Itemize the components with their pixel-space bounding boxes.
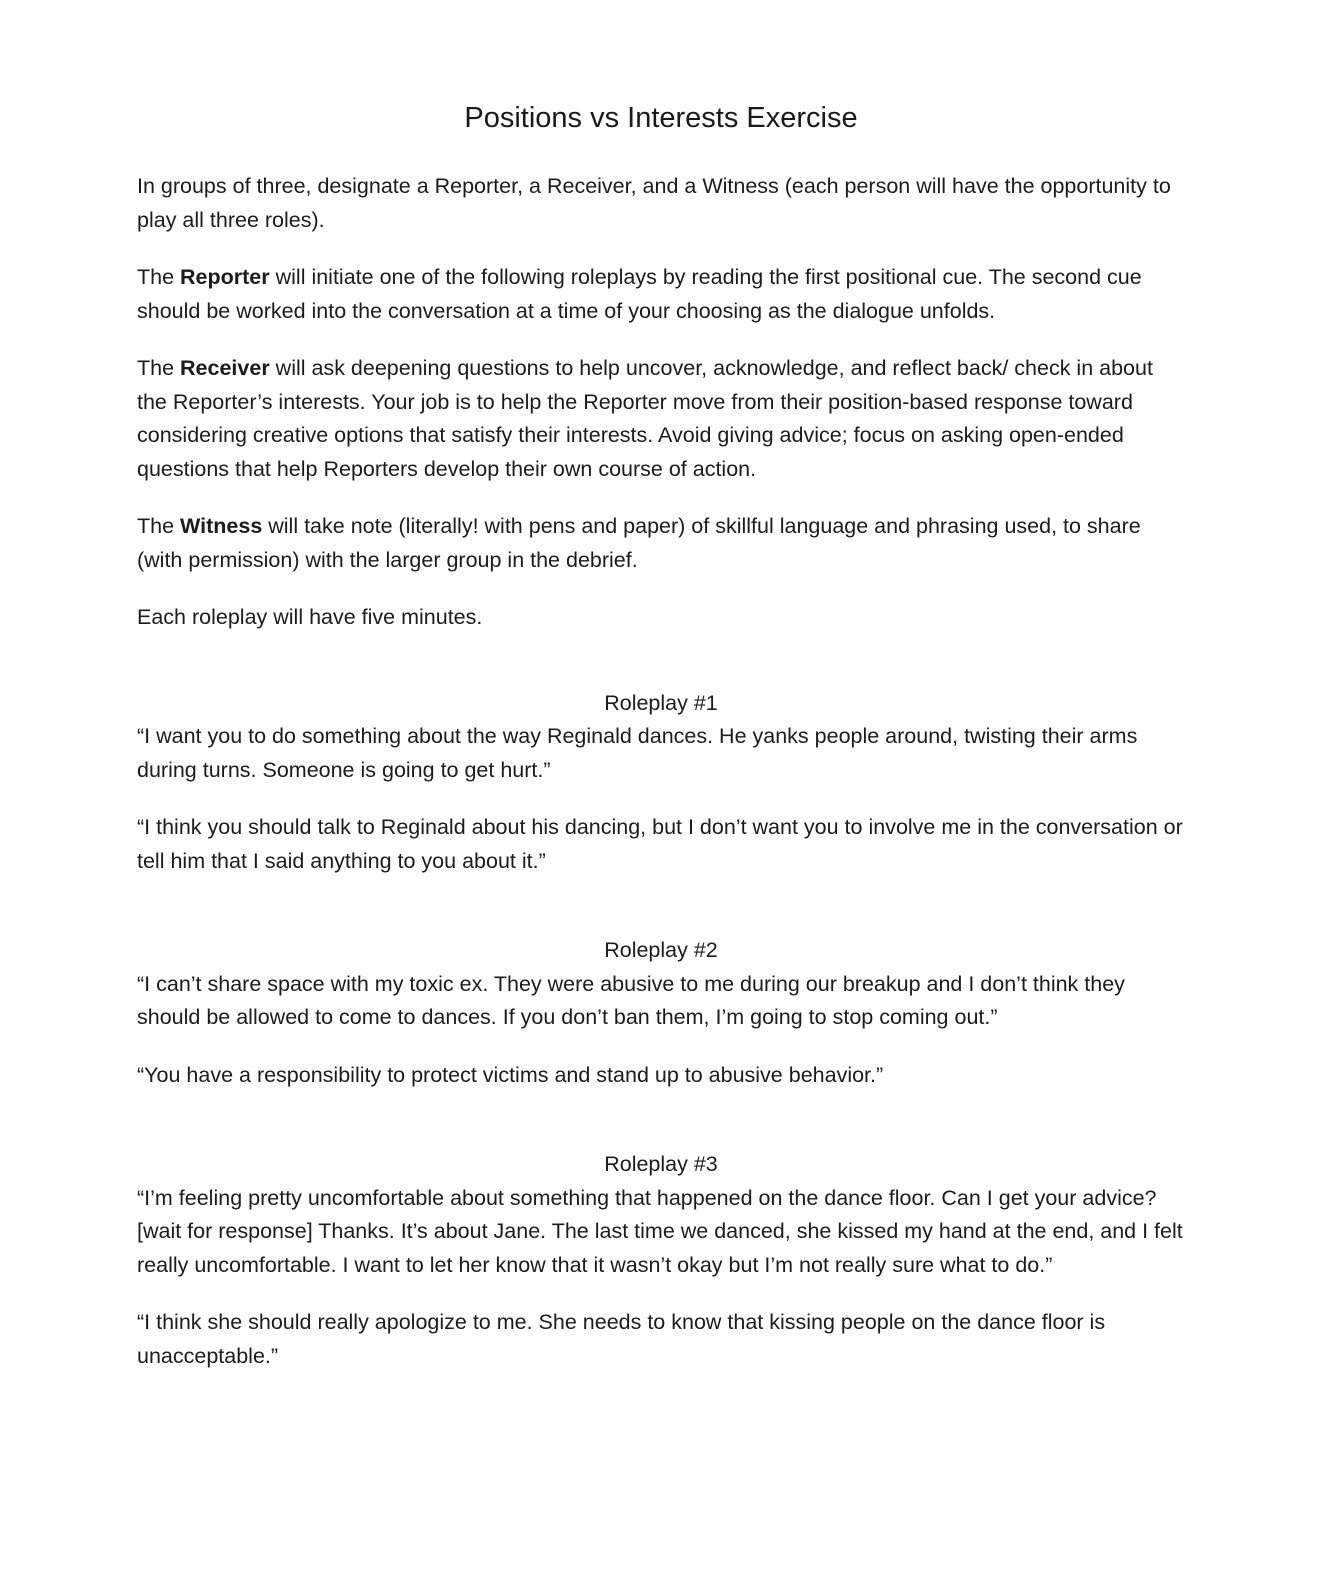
page-title: Positions vs Interests Exercise (464, 102, 858, 134)
receiver-text: will ask deepening questions to help uncover, acknowledge, and reflect back/ check in about the Reporter’s interests. Your job is to help the Reporter move from their position-based response toward considering creative options that satisfy their interests. Avoid giving advice; focus on asking open-ended questions that help Reporters develop their own course of action. (137, 356, 1153, 481)
roleplay-heading: Roleplay #1 (604, 690, 718, 715)
reporter-lead: The (137, 265, 181, 289)
reporter-text: will initiate one of the following roleplays by reading the first positional cue. The second cue should be worked into the conversation at a time of your choosing as the dialogue unfolds. (137, 265, 1142, 323)
roleplay-cue-2: “I think you should talk to Reginald about his dancing, but I don’t want you to involve me in the conversation or tell him that I said anything to you about it.” (137, 815, 1183, 873)
roleplay-cue-1: “I want you to do something about the way Reginald dances. He yanks people around, twisting their arms during turns. Someone is going to get hurt.” (137, 724, 1138, 782)
reporter-paragraph (137, 261, 1185, 328)
intro-paragraph: In groups of three, designate a Reporter, a Receiver, and a Witness (each person will have the opportunity to play all three roles). (137, 174, 1171, 232)
roleplay-1 (137, 687, 1185, 879)
document-page (137, 96, 1185, 1397)
roleplay-3 (137, 1148, 1185, 1373)
witness-paragraph (137, 510, 1185, 577)
roleplay-2 (137, 934, 1185, 1092)
roleplay-cue-2: “I think she should really apologize to me. She needs to know that kissing people on the dance floor is unacceptable.” (137, 1310, 1106, 1368)
roleplay-heading: Roleplay #2 (604, 938, 718, 962)
receiver-paragraph (137, 352, 1185, 486)
receiver-lead: The (137, 356, 181, 380)
roleplay-cue-2: “You have a responsibility to protect victims and stand up to abusive behavior.” (137, 1062, 884, 1087)
receiver-role: Receiver (180, 356, 270, 380)
witness-text: will take note (literally! with pens and paper) of skillful language and phrasing used, to share (with permission) with the larger group in the debrief. (137, 514, 1141, 572)
roleplay-cue-1: “I’m feeling pretty uncomfortable about something that happened on the dance floor. Can I get your advice? [wait for response] Thanks. It’s about Jane. The last time we danced, she kissed my hand at the end, and I felt really uncomfortable. I want to let her know that it wasn’t okay but I’m not really sure what to do.” (137, 1185, 1183, 1277)
witness-role: Witness (180, 514, 263, 538)
timing-paragraph: Each roleplay will have five minutes. (137, 605, 483, 629)
reporter-role: Reporter (180, 265, 270, 289)
roleplay-heading: Roleplay #3 (604, 1152, 718, 1176)
witness-lead: The (137, 514, 181, 538)
roleplay-cue-1: “I can’t share space with my toxic ex. They were abusive to me during our breakup and I don’t think they should be allowed to come to dances. If you don’t ban them, I’m going to stop coming out.” (137, 971, 1125, 1029)
